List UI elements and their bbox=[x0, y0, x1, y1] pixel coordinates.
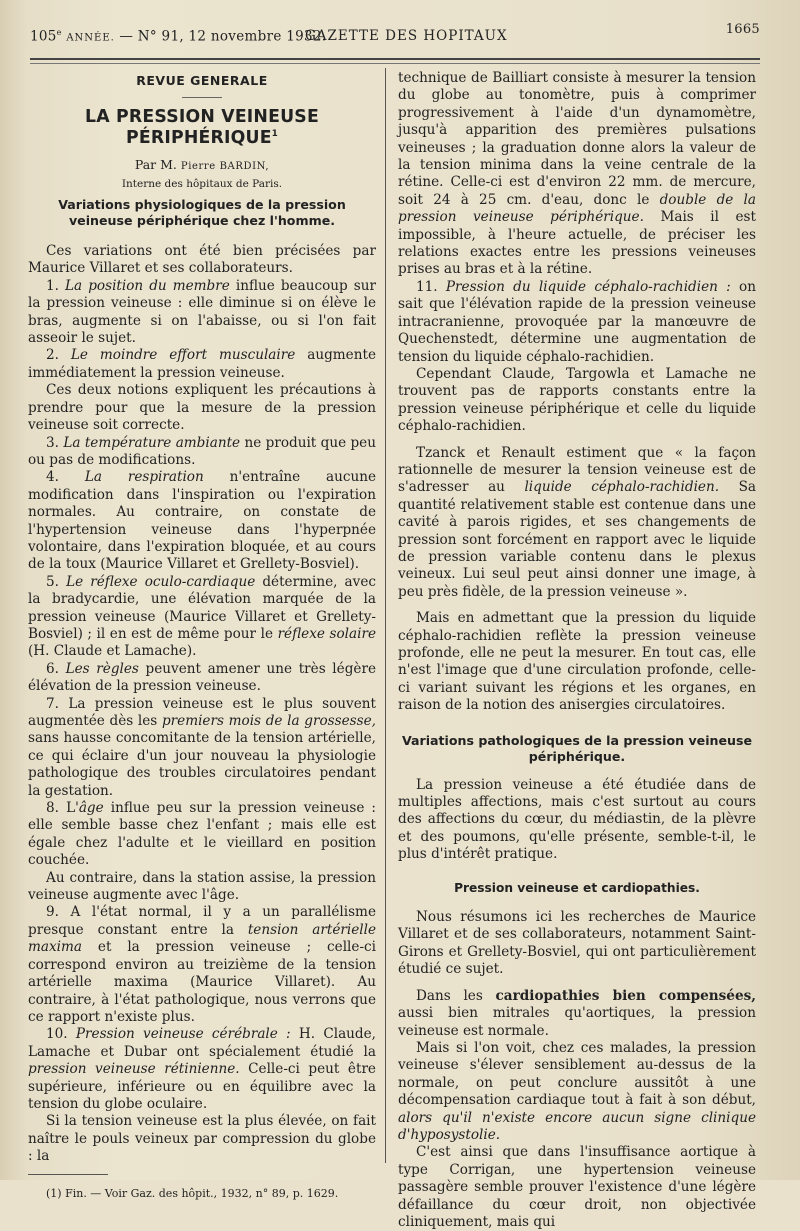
item-text: Dans les bbox=[416, 987, 483, 1004]
item-number: 7. bbox=[46, 695, 59, 712]
title-footnote-mark: 1 bbox=[271, 128, 278, 139]
item-title: Les règles bbox=[65, 660, 139, 677]
item-emphasis: tension artérielle maxima bbox=[28, 921, 376, 956]
item-text: (H. Claude et Lamache). bbox=[28, 643, 197, 660]
article-title bbox=[35, 108, 369, 146]
item-number: 3. bbox=[46, 434, 59, 451]
issue-label: ANNÉE. bbox=[66, 32, 115, 44]
header-rule bbox=[30, 58, 760, 60]
item-title: La respiration bbox=[84, 469, 204, 486]
item-text: aussi bien mitrales qu'aortiques, la pression veineuse est normale. bbox=[398, 1005, 756, 1039]
item-emphasis: liquide céphalo-rachidien. bbox=[524, 479, 720, 496]
paragraph: Ces variations ont été bien précisées par Maurice Villaret et ses collaborateurs. bbox=[28, 243, 376, 277]
item-text: n'entraîne aucune modification dans l'inspiration ou l'expiration normales. Au contraire, on constate de l'hypertension veineuse dans l'hyperpnée volontaire, dans l'expiration bloquée, et au cours de la toux (Maurice Villaret et Grellety-Bosviel). bbox=[28, 469, 376, 573]
paragraph bbox=[28, 347, 376, 382]
item-emphasis: âge bbox=[78, 800, 104, 817]
item-title: La position du membre bbox=[65, 277, 230, 294]
paragraph: Mais en admettant que la pression du liquide céphalo-rachidien reflète la pression veineuse profonde, elle ne peut la mesurer. En tout cas, elle n'est l'image que d'une circulation profonde, celle-ci variant suivant les régions et les organes, en raison de la notion des anisergies circulatoires. bbox=[398, 610, 756, 714]
item-title: Pression veineuse cérébrale : bbox=[75, 1026, 291, 1043]
paragraph bbox=[28, 469, 376, 573]
issue-number: 105 bbox=[30, 28, 57, 45]
item-emphasis: double de la pression veineuse périphérique. bbox=[398, 191, 756, 226]
item-bold: cardiopathies bien compensées, bbox=[495, 987, 756, 1004]
author-affiliation: Interne des hôpitaux de Paris. bbox=[121, 177, 283, 190]
issue-sup: e bbox=[56, 28, 62, 37]
column-divider bbox=[385, 68, 386, 1163]
paragraph: Cependant Claude, Targowla et Lamache ne trouvent pas de rapports constants entre la pression veineuse périphérique et celle du liquide céphalo-rachidien. bbox=[398, 365, 756, 435]
paragraph bbox=[398, 445, 756, 602]
item-emphasis: pression veineuse rétinienne. bbox=[28, 1061, 240, 1078]
item-emphasis: réflexe solaire bbox=[277, 625, 376, 642]
left-column bbox=[28, 70, 376, 1202]
item-text: et la pression veineuse ; celle-ci correspond environ au treizième de la tension artérielle maxima (Maurice Villaret). Au contraire, à l'état pathologique, nous verrons que ce rapport n'existe plus. bbox=[28, 939, 377, 1025]
spacer bbox=[398, 601, 756, 610]
item-text: Mais si l'on voit, chez ces malades, la pression veineuse s'élever sensiblement au-dessus de la normale, on peut conclure aussitôt à une décompensation cardiaque tout à fait à son début, bbox=[398, 1039, 756, 1109]
spacer bbox=[398, 979, 756, 988]
paragraph: Nous résumons ici les recherches de Maurice Villaret et de ses collaborateurs, notamment Saint-Girons et Grellety-Bosviel, qui ont particulièrement étudié ce sujet. bbox=[398, 909, 756, 978]
item-text: L' bbox=[66, 800, 79, 817]
paragraph: Ces deux notions expliquent les précautions à prendre pour que la mesure de la pression veineuse soit correcte. bbox=[28, 382, 376, 434]
item-number: 6. bbox=[46, 660, 59, 677]
section-rule bbox=[182, 97, 222, 98]
item-text: ne produit que peu ou pas de modifications. bbox=[28, 434, 376, 468]
item-text: Celle-ci peut être supérieure, inférieure ou en équilibre avec la tension du globe oculaire. bbox=[28, 1061, 376, 1112]
item-text: technique de Bailliart consiste à mesurer la tension du globe au tonomètre, puis à comprimer progressivement à l'aide d'un dynamomètre, jusqu'à apparition des premières pulsations veineuses ; la graduation donne alors la valeur de la tension minima dans la veine centrale de la rétine. Celle-ci est d'environ 22 mm. de mercure, soit 24 à 25 cm. d'eau, donc le bbox=[398, 70, 756, 208]
item-number: 1. bbox=[46, 277, 59, 294]
item-number: 8. bbox=[46, 800, 59, 817]
item-text: Tzanck et Renault estiment que « la façon rationnelle de mesurer la tension veineuse est de s'adresser au bbox=[398, 444, 756, 496]
paragraph bbox=[28, 574, 376, 661]
item-text: sans hausse concomitante de la tension artérielle, ce qui éclaire d'un jour nouveau la physiologie pathologique des troubles circulatoires pendant la gestation. bbox=[28, 730, 376, 799]
subheading-pathological: Variations pathologiques de la pression veineuse périphérique. bbox=[401, 732, 753, 764]
paragraph bbox=[28, 696, 376, 800]
paragraph: La pression veineuse a été étudiée dans de multiples affections, mais c'est surtout au cours des affections du cœur, du médiastin, de la plèvre et des poumons, qu'elle présente, semble-t-il, le plus d'intérêt pratique. bbox=[398, 776, 756, 863]
paragraph: C'est ainsi que dans l'insuffisance aortique à type Corrigan, une hypertension veineuse passagère semble prouver l'existence d'une légère défaillance du cœur droit, non objectivée cliniquement, mais qui bbox=[398, 1144, 756, 1230]
paragraph bbox=[28, 1026, 376, 1113]
item-text: La pression veineuse est le plus souvent augmentée dès les bbox=[28, 695, 377, 729]
journal-title: GAZETTE DES HOPITAUX bbox=[305, 28, 508, 44]
section-label: REVUE GENERALE bbox=[136, 73, 268, 88]
paragraph bbox=[28, 278, 376, 348]
article-title-text: LA PRESSION VEINEUSE PÉRIPHÉRIQUE bbox=[85, 106, 319, 148]
item-title: Pression du liquide céphalo-rachidien : bbox=[445, 278, 731, 295]
paragraph bbox=[28, 904, 376, 1026]
paragraph: Au contraire, dans la station assise, la pression veineuse augmente avec l'âge. bbox=[28, 869, 376, 904]
footnote: (1) Fin. — Voir Gaz. des hôpit., 1932, n° 89, p. 1629. bbox=[46, 1186, 339, 1200]
subheading-cardiopathies: Pression veineuse et cardiopathies. bbox=[454, 880, 700, 895]
item-emphasis: alors qu'il n'existe encore aucun signe clinique d'hyposystolie. bbox=[398, 1109, 756, 1143]
paragraph bbox=[28, 800, 376, 870]
item-text: H. Claude, Lamache et Dubar ont spécialement étudié la bbox=[28, 1026, 376, 1060]
header-rule-thin bbox=[30, 63, 760, 64]
item-text: influe beaucoup sur la pression veineuse : elle diminue si on élève le bras, augmente si on l'abaisse, ou si l'on fait asseoir le sujet. bbox=[28, 277, 376, 347]
footnote-rule bbox=[28, 1174, 108, 1175]
item-text: Mais il est impossible, à l'heure actuelle, de préciser les relations exactes entre les pressions veineuses prises au bras et à la rétine. bbox=[398, 209, 756, 278]
paragraph bbox=[398, 988, 756, 1040]
item-number: 5. bbox=[46, 573, 59, 590]
paragraph bbox=[398, 1040, 756, 1144]
item-emphasis: premiers mois de la grossesse, bbox=[161, 713, 376, 729]
paragraph bbox=[28, 661, 376, 696]
item-text: augmente immédiatement la pression veineuse. bbox=[28, 347, 376, 381]
page-number: 1665 bbox=[725, 22, 760, 37]
item-title: Le réflexe oculo-cardiaque bbox=[66, 573, 256, 590]
paragraph bbox=[28, 435, 376, 470]
item-number: 4. bbox=[46, 469, 59, 486]
item-text: Sa quantité relativement stable est contenue dans une cavité à parois rigides, et ses changements de pression sont forcément en rapport avec le liquide de pression variable contenu dans le plexus veineux. Lui seul peut ainsi donner une image, à peu près fidèle, de la pression veineuse ». bbox=[398, 479, 756, 600]
item-number: 9. bbox=[46, 904, 59, 921]
item-number: 2. bbox=[46, 347, 59, 364]
item-title: La température ambiante bbox=[63, 434, 241, 451]
author-line bbox=[28, 156, 376, 175]
spacer bbox=[398, 436, 756, 445]
subheading-physiological: Variations physiologiques de la pression veineuse périphérique chez l'homme. bbox=[58, 197, 346, 229]
paragraph: Si la tension veineuse est la plus élevée, on fait naître le pouls veineux par compression du globe : la bbox=[28, 1113, 376, 1165]
item-text: influe peu sur la pression veineuse : elle semble basse chez l'enfant ; mais elle est égale chez l'adulte et le vieillard en position couchée. bbox=[28, 800, 377, 869]
item-text: on sait que l'élévation rapide de la pression veineuse intracranienne, provoquée par la manœuvre de Quechenstedt, détermine une augmentation de tension du liquide céphalo-rachidien. bbox=[398, 278, 756, 365]
author-name: Pierre BARDIN, bbox=[180, 161, 270, 173]
item-title: Le moindre effort musculaire bbox=[70, 347, 296, 364]
author-prefix: Par M. bbox=[134, 157, 177, 173]
item-text: peuvent amener une très légère élévation de la pression veineuse. bbox=[28, 660, 376, 695]
issue-date: — N° 91, 12 novembre 1932. bbox=[119, 28, 327, 45]
item-number: 10. bbox=[46, 1026, 68, 1043]
running-header bbox=[30, 22, 760, 50]
item-text: détermine, avec la bradycardie, une élévation marquée de la pression veineuse (Maurice Villaret et Grellety-Bosviel) ; il en est de même pour le bbox=[28, 573, 376, 642]
paragraph bbox=[398, 70, 756, 279]
issue-line bbox=[30, 28, 326, 45]
item-text: A l'état normal, il y a un parallélisme presque constant entre la bbox=[28, 904, 376, 938]
paragraph bbox=[398, 279, 756, 366]
right-column bbox=[398, 70, 756, 1231]
item-number: 11. bbox=[416, 278, 438, 295]
